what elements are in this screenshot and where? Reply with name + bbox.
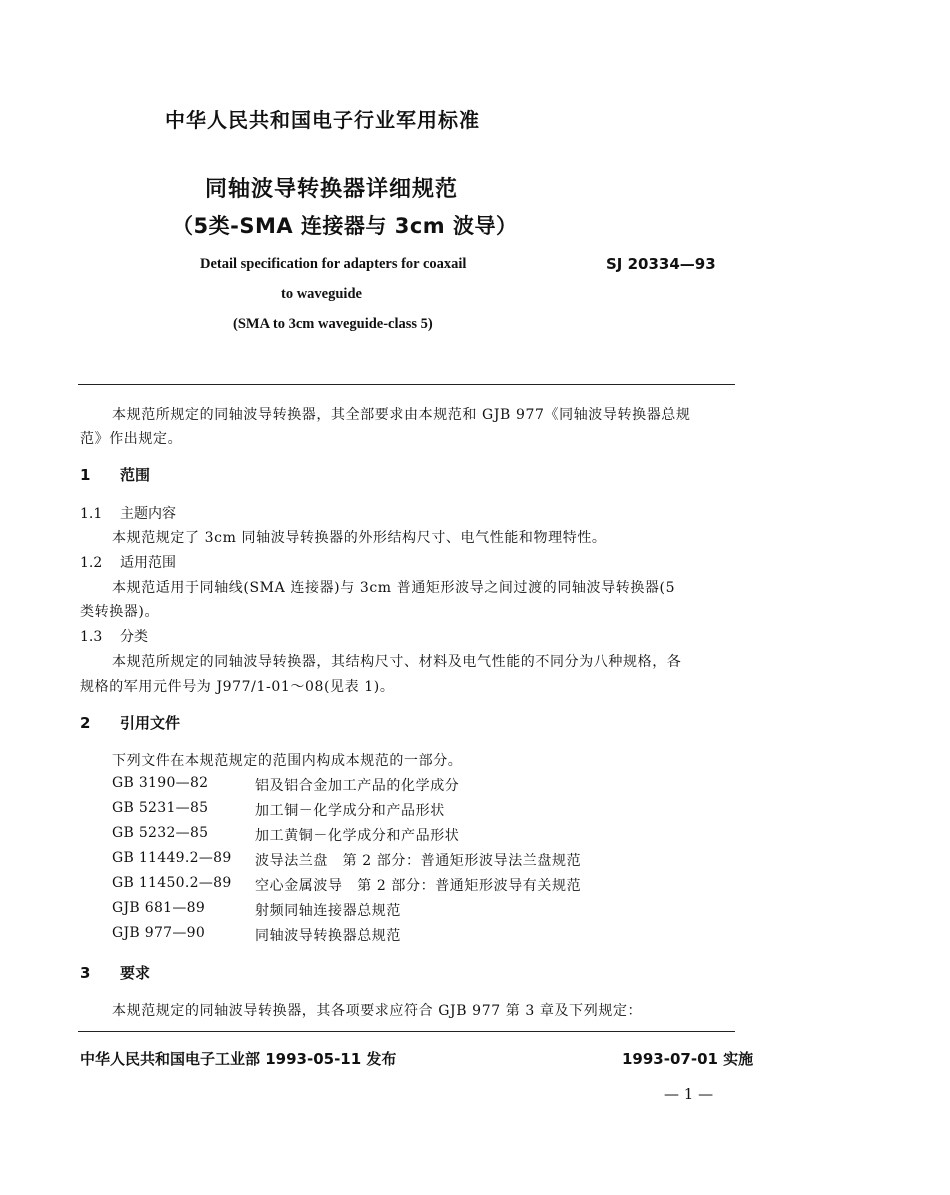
reference-code: GB 3190—82 xyxy=(112,775,209,791)
section-1-3-text-line-1: 本规范所规定的同轴波导转换器，其结构尺寸、材料及电气性能的不同分为八种规格，各 xyxy=(112,654,682,670)
section-1-title: 范围 xyxy=(120,466,151,484)
section-3-number: 3 xyxy=(80,964,91,982)
page-number: — 1 — xyxy=(664,1085,714,1103)
section-1-1-number: 1.1 xyxy=(80,506,103,522)
document-subtitle: （5类-SMA 连接器与 3cm 波导） xyxy=(172,214,518,238)
reference-code: GB 11449.2—89 xyxy=(112,850,232,866)
reference-title: 铝及铝合金加工产品的化学成分 xyxy=(255,778,460,794)
section-1-2-heading xyxy=(80,552,176,572)
effective-date: 1993-07-01 实施 xyxy=(622,1050,754,1068)
english-title-line-1: Detail specification for adapters for coaxail xyxy=(200,256,467,272)
reference-title: 加工铜－化学成分和产品形状 xyxy=(255,803,445,819)
reference-code: GB 5232—85 xyxy=(112,825,209,841)
reference-title: 加工黄铜－化学成分和产品形状 xyxy=(255,828,460,844)
section-2-number: 2 xyxy=(80,714,91,732)
standard-number: SJ 20334—93 xyxy=(606,255,716,273)
section-3-text: 本规范规定的同轴波导转换器，其各项要求应符合 GJB 977 第 3 章及下列规定： xyxy=(112,1003,643,1019)
section-2-title: 引用文件 xyxy=(120,714,181,732)
reference-title: 射频同轴连接器总规范 xyxy=(255,903,401,919)
reference-title: 空心金属波导 第 2 部分：普通矩形波导有关规范 xyxy=(255,878,582,894)
reference-code: GJB 977—90 xyxy=(112,925,206,941)
intro-paragraph-line-1: 本规范所规定的同轴波导转换器，其全部要求由本规范和 GJB 977《同轴波导转换器总规 xyxy=(112,407,691,423)
reference-code: GJB 681—89 xyxy=(112,900,206,916)
reference-code: GB 11450.2—89 xyxy=(112,875,232,891)
section-1-1-title: 主题内容 xyxy=(120,506,176,522)
section-1-heading xyxy=(80,464,150,485)
section-1-3-text-line-2: 规格的军用元件号为 J977/1-01～08(见表 1)。 xyxy=(80,679,395,695)
reference-code: GB 5231—85 xyxy=(112,800,209,816)
section-1-1-heading xyxy=(80,503,176,523)
section-1-3-heading xyxy=(80,626,148,646)
reference-title: 同轴波导转换器总规范 xyxy=(255,928,401,944)
header-divider xyxy=(78,384,735,385)
document-title: 同轴波导转换器详细规范 xyxy=(205,177,459,202)
section-1-number: 1 xyxy=(80,466,91,484)
section-1-2-text-line-2: 类转换器)。 xyxy=(80,604,160,620)
footer-divider xyxy=(78,1031,735,1032)
reference-title: 波导法兰盘 第 2 部分：普通矩形波导法兰盘规范 xyxy=(255,853,582,869)
section-2-intro: 下列文件在本规范规定的范围内构成本规范的一部分。 xyxy=(112,753,463,769)
section-1-2-number: 1.2 xyxy=(80,555,103,571)
section-1-3-number: 1.3 xyxy=(80,629,103,645)
english-title-line-2: to waveguide xyxy=(281,286,362,302)
english-title-line-3: (SMA to 3cm waveguide-class 5) xyxy=(233,316,433,332)
section-1-2-text-line-1: 本规范适用于同轴线(SMA 连接器)与 3cm 普通矩形波导之间过渡的同轴波导转换器(5 xyxy=(112,580,676,596)
intro-paragraph-line-2: 范》作出规定。 xyxy=(80,431,183,447)
section-1-3-title: 分类 xyxy=(120,629,148,645)
section-1-2-title: 适用范围 xyxy=(120,555,176,571)
section-2-heading xyxy=(80,712,180,733)
section-3-heading xyxy=(80,962,150,983)
issuing-standard-title: 中华人民共和国电子行业军用标准 xyxy=(165,108,480,132)
section-1-1-text: 本规范规定了 3cm 同轴波导转换器的外形结构尺寸、电气性能和物理特性。 xyxy=(112,530,607,546)
section-3-title: 要求 xyxy=(120,964,151,982)
issue-statement: 中华人民共和国电子工业部 1993-05-11 发布 xyxy=(80,1050,397,1068)
